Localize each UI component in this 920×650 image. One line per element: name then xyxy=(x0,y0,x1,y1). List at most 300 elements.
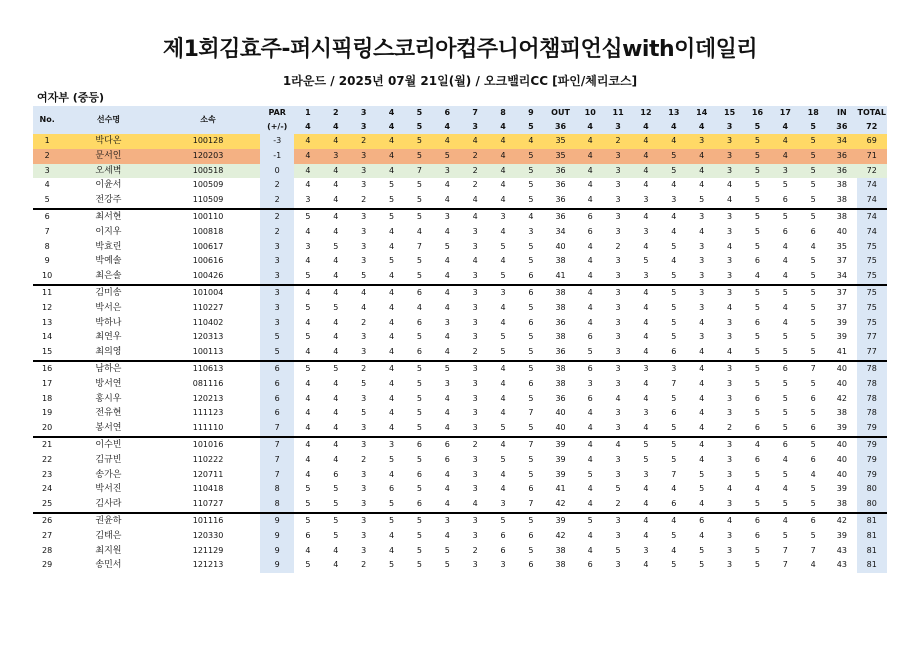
total-cell: 71 xyxy=(857,149,888,164)
score-cell: 5 xyxy=(587,469,593,479)
score-cell: 3 xyxy=(472,484,478,494)
score-cell: 4 xyxy=(305,378,311,388)
score-cell: 4 xyxy=(461,209,489,225)
score-cell: 4 xyxy=(322,437,350,453)
rank-cell: 17 xyxy=(42,378,53,388)
score-cell: 4 xyxy=(500,408,506,418)
score-cell: 5 xyxy=(671,271,677,281)
header-row-top xyxy=(33,106,887,120)
score-cell: 4 xyxy=(388,347,395,357)
col-hole: 1 xyxy=(294,106,322,120)
score-cell: 6 xyxy=(528,530,534,540)
player-row xyxy=(33,285,887,301)
score-cell: 40 xyxy=(827,437,856,453)
affiliation-cell: 110509 xyxy=(192,195,224,205)
score-cell: 6 xyxy=(388,484,395,494)
score-cell: 4 xyxy=(587,195,593,205)
par-cell: 5 xyxy=(260,345,294,361)
score-cell: 4 xyxy=(587,241,593,251)
score-cell: 3 xyxy=(433,209,461,225)
score-cell: 4 xyxy=(587,530,593,540)
score-cell: 4 xyxy=(350,285,378,301)
score-cell: 4 xyxy=(388,530,395,540)
total-cell: 81 xyxy=(857,529,888,544)
score-cell: 4 xyxy=(699,378,705,388)
rank-cell: 6 xyxy=(33,209,61,225)
score-cell: 5 xyxy=(671,454,677,464)
score-cell: 5 xyxy=(528,241,534,251)
score-cell: 6 xyxy=(587,560,593,570)
score-cell: 4 xyxy=(744,437,772,453)
score-cell: 3 xyxy=(472,241,478,251)
score-cell: 3 xyxy=(716,361,744,377)
score-cell: 3 xyxy=(615,226,621,236)
total-cell: 80 xyxy=(857,497,888,513)
score-cell: 4 xyxy=(388,332,395,342)
score-cell: 3 xyxy=(361,180,367,190)
score-cell: 4 xyxy=(727,347,733,357)
score-cell: 4 xyxy=(333,317,339,327)
score-cell: 4 xyxy=(444,469,450,479)
rank-cell: 3 xyxy=(33,164,61,179)
score-cell: 4 xyxy=(500,484,506,494)
score-cell: 4 xyxy=(782,271,788,281)
score-cell: 3 xyxy=(727,332,733,342)
score-cell: 4 xyxy=(444,271,450,281)
score-cell: 5 xyxy=(528,454,534,464)
total-cell: 74 xyxy=(857,225,888,240)
affiliation-cell: 100818 xyxy=(192,226,224,236)
score-cell: 4 xyxy=(294,437,322,453)
score-cell: 5 xyxy=(500,332,506,342)
col-hole-par: 5 xyxy=(744,120,772,134)
score-cell: 4 xyxy=(699,317,705,327)
score-cell: 5 xyxy=(333,499,339,509)
score-cell: 3 xyxy=(615,271,621,281)
score-cell: 3 xyxy=(615,347,621,357)
score-cell: 4 xyxy=(294,134,322,149)
score-cell: 4 xyxy=(587,454,593,464)
player-row xyxy=(33,345,887,361)
score-cell: 6 xyxy=(771,361,799,377)
score-cell: 6 xyxy=(576,209,604,225)
score-cell: 5 xyxy=(500,347,506,357)
score-cell: 6 xyxy=(799,513,827,529)
affiliation-cell: 120313 xyxy=(192,332,224,342)
score-cell: 5 xyxy=(810,180,816,190)
score-cell: 5 xyxy=(405,149,433,164)
score-cell: 38 xyxy=(555,302,566,312)
score-cell: 3 xyxy=(361,545,367,555)
score-cell: 3 xyxy=(727,256,733,266)
score-cell: 3 xyxy=(461,285,489,301)
score-cell: 2 xyxy=(361,560,367,570)
score-cell: 5 xyxy=(361,378,367,388)
total-cell: 75 xyxy=(857,254,888,269)
score-cell: 4 xyxy=(388,408,395,418)
score-cell: 38 xyxy=(836,408,847,418)
score-cell: 6 xyxy=(671,408,677,418)
score-cell: 2 xyxy=(350,361,378,377)
score-cell: 3 xyxy=(727,454,733,464)
score-cell: 3 xyxy=(361,393,367,403)
score-cell: 4 xyxy=(782,302,788,312)
col-hole-par: 4 xyxy=(322,120,350,134)
score-cell: 6 xyxy=(810,454,816,464)
player-name: 남하은 xyxy=(61,361,155,377)
affiliation-cell: 121129 xyxy=(192,545,224,555)
score-cell: 5 xyxy=(416,332,422,342)
score-cell: 5 xyxy=(416,393,422,403)
score-cell: 37 xyxy=(836,302,847,312)
col-par-sub: (+/-) xyxy=(260,120,294,134)
score-cell: 3 xyxy=(433,164,461,179)
player-name: 송민서 xyxy=(95,560,122,571)
score-cell: 6 xyxy=(754,393,761,403)
score-cell: 34 xyxy=(827,134,856,149)
score-cell: 4 xyxy=(643,484,649,494)
score-cell: 4 xyxy=(671,226,677,236)
score-cell: 3 xyxy=(361,423,367,433)
score-cell: 5 xyxy=(643,256,649,266)
score-cell: 4 xyxy=(322,285,350,301)
score-cell: 38 xyxy=(836,195,847,205)
col-hole-par: 4 xyxy=(378,120,406,134)
score-cell: 5 xyxy=(744,361,772,377)
score-cell: 6 xyxy=(810,226,816,236)
score-cell: 5 xyxy=(305,332,311,342)
par-cell: 6 xyxy=(260,361,294,377)
score-cell: 7 xyxy=(405,164,433,179)
score-cell: 4 xyxy=(378,149,406,164)
score-cell: 3 xyxy=(671,195,677,205)
score-cell: 3 xyxy=(727,499,733,509)
score-cell: 5 xyxy=(782,408,788,418)
score-cell: 36 xyxy=(555,393,566,403)
score-cell: 5 xyxy=(500,241,506,251)
affiliation-cell: 100426 xyxy=(192,271,224,281)
score-cell: 4 xyxy=(489,361,517,377)
score-cell: 3 xyxy=(378,437,406,453)
col-hole: 18 xyxy=(799,106,827,120)
score-cell: 5 xyxy=(361,408,367,418)
score-cell: 3 xyxy=(615,256,621,266)
score-cell: 6 xyxy=(500,545,506,555)
score-cell: 4 xyxy=(699,347,705,357)
col-hole: 12 xyxy=(632,106,660,120)
score-cell: 3 xyxy=(444,317,450,327)
score-cell: 4 xyxy=(587,408,593,418)
score-cell: 37 xyxy=(836,256,847,266)
score-cell: 5 xyxy=(744,149,772,164)
score-cell: 3 xyxy=(500,560,506,570)
player-row xyxy=(33,497,887,513)
par-cell: 3 xyxy=(260,269,294,285)
score-cell: 37 xyxy=(827,285,856,301)
rank-cell: 25 xyxy=(42,499,53,509)
score-cell: 5 xyxy=(799,149,827,164)
col-hole: 8 xyxy=(489,106,517,120)
score-cell: 4 xyxy=(472,256,478,266)
score-cell: 40 xyxy=(555,423,566,433)
col-hole: 15 xyxy=(716,106,744,120)
score-cell: 3 xyxy=(643,469,649,479)
score-cell: 4 xyxy=(782,256,788,266)
col-hole: 2 xyxy=(322,106,350,120)
score-cell: 5 xyxy=(416,423,422,433)
score-cell: 3 xyxy=(727,530,733,540)
score-cell: 3 xyxy=(727,408,733,418)
score-cell: 3 xyxy=(643,226,649,236)
score-cell: 40 xyxy=(555,408,566,418)
score-cell: 3 xyxy=(472,271,478,281)
col-name: 선수명 xyxy=(61,106,155,134)
par-cell: 3 xyxy=(260,316,294,331)
player-name: 홍시우 xyxy=(95,393,122,404)
score-cell: 5 xyxy=(294,361,322,377)
affiliation-cell: 120330 xyxy=(192,530,224,540)
score-cell: 3 xyxy=(727,226,733,236)
score-cell: 3 xyxy=(632,361,660,377)
par-cell: 7 xyxy=(260,437,294,453)
score-cell: 7 xyxy=(810,545,816,555)
score-cell: 5 xyxy=(699,469,705,479)
player-row xyxy=(33,178,887,193)
score-cell: 5 xyxy=(782,180,788,190)
score-cell: 38 xyxy=(555,256,566,266)
player-row xyxy=(33,164,887,179)
score-cell: 4 xyxy=(754,271,761,281)
par-cell: -3 xyxy=(260,134,294,149)
score-cell: 4 xyxy=(489,134,517,149)
col-hole: 16 xyxy=(744,106,772,120)
par-cell: 9 xyxy=(260,513,294,529)
score-cell: 4 xyxy=(643,302,649,312)
score-cell: 4 xyxy=(444,408,450,418)
score-cell: 4 xyxy=(671,256,677,266)
par-cell: 2 xyxy=(260,193,294,209)
score-cell: 3 xyxy=(361,347,367,357)
score-cell: 5 xyxy=(782,332,788,342)
score-cell: 4 xyxy=(444,484,450,494)
player-row xyxy=(33,134,887,149)
player-row xyxy=(33,392,887,407)
score-cell: 4 xyxy=(782,454,788,464)
score-cell: 5 xyxy=(528,256,534,266)
score-cell: 3 xyxy=(472,226,478,236)
score-cell: 5 xyxy=(771,285,799,301)
score-cell: 4 xyxy=(500,317,506,327)
player-row xyxy=(33,544,887,559)
total-cell: 81 xyxy=(857,544,888,559)
player-name: 김규빈 xyxy=(95,454,122,465)
score-cell: 3 xyxy=(472,393,478,403)
score-cell: 4 xyxy=(333,378,339,388)
score-cell: 3 xyxy=(350,149,378,164)
par-cell: 8 xyxy=(260,482,294,497)
score-cell: 4 xyxy=(305,393,311,403)
score-cell: 2 xyxy=(472,180,478,190)
rank-cell: 19 xyxy=(42,408,53,418)
player-name: 김미송 xyxy=(61,285,155,301)
par-cell: 0 xyxy=(260,164,294,179)
score-cell: 3 xyxy=(472,530,478,540)
score-cell: 4 xyxy=(782,241,788,251)
score-cell: 3 xyxy=(361,226,367,236)
score-cell: 4 xyxy=(576,164,604,179)
score-cell: 5 xyxy=(489,513,517,529)
score-cell: 4 xyxy=(444,332,450,342)
score-cell: 5 xyxy=(388,560,395,570)
score-cell: 4 xyxy=(632,164,660,179)
score-cell: 38 xyxy=(555,332,566,342)
score-cell: 39 xyxy=(836,423,847,433)
score-cell: 5 xyxy=(810,332,816,342)
score-cell: 4 xyxy=(444,530,450,540)
score-cell: 4 xyxy=(576,437,604,453)
col-hole-par: 3 xyxy=(461,120,489,134)
score-rows xyxy=(33,134,887,573)
score-cell: 5 xyxy=(444,560,450,570)
rank-cell: 12 xyxy=(42,302,53,312)
score-cell: 4 xyxy=(322,134,350,149)
score-cell: 5 xyxy=(810,484,816,494)
score-cell: 3 xyxy=(361,332,367,342)
par-cell: 8 xyxy=(260,497,294,513)
score-cell: 36 xyxy=(555,180,566,190)
score-cell: 6 xyxy=(405,437,433,453)
score-cell: 3 xyxy=(699,256,705,266)
score-cell: 3 xyxy=(688,134,716,149)
score-cell: 42 xyxy=(555,530,566,540)
total-cell: 81 xyxy=(857,558,888,573)
affiliation-cell: 081116 xyxy=(192,378,224,388)
score-cell: 2 xyxy=(461,164,489,179)
affiliation-cell: 100509 xyxy=(192,180,224,190)
score-cell: 2 xyxy=(361,317,367,327)
score-cell: 36 xyxy=(555,347,566,357)
score-cell: 4 xyxy=(500,195,506,205)
score-cell: 3 xyxy=(472,454,478,464)
score-cell: 4 xyxy=(632,513,660,529)
score-cell: 4 xyxy=(305,408,311,418)
score-cell: 42 xyxy=(827,513,856,529)
score-cell: 4 xyxy=(294,149,322,164)
score-cell: 39 xyxy=(545,513,576,529)
score-cell: 4 xyxy=(489,164,517,179)
score-cell: 7 xyxy=(528,408,534,418)
score-cell: 3 xyxy=(472,302,478,312)
total-cell: 79 xyxy=(857,437,888,453)
score-cell: 4 xyxy=(500,226,506,236)
player-row xyxy=(33,316,887,331)
scoreboard-table xyxy=(33,106,887,573)
total-cell: 77 xyxy=(857,330,888,345)
score-cell: 3 xyxy=(643,408,649,418)
score-cell: 5 xyxy=(671,317,677,327)
score-cell: 3 xyxy=(528,226,534,236)
score-cell: 5 xyxy=(754,469,761,479)
score-cell: 5 xyxy=(378,209,406,225)
col-hole: 9 xyxy=(517,106,545,120)
score-cell: 4 xyxy=(643,378,649,388)
score-cell: 5 xyxy=(528,347,534,357)
total-cell: 72 xyxy=(857,164,888,179)
score-cell: 5 xyxy=(810,499,816,509)
affiliation-cell: 110402 xyxy=(192,317,224,327)
round-info: 1라운드 / 2025년 07월 21일(월) / 오크밸리CC [파인/체리코스] xyxy=(282,74,638,88)
score-cell: 3 xyxy=(472,317,478,327)
col-hole-par: 4 xyxy=(489,120,517,134)
score-cell: 36 xyxy=(545,164,576,179)
score-cell: 5 xyxy=(754,545,761,555)
score-cell: 34 xyxy=(555,226,566,236)
score-cell: 5 xyxy=(810,378,816,388)
score-cell: 3 xyxy=(444,378,450,388)
score-cell: 5 xyxy=(388,499,395,509)
score-cell: 6 xyxy=(754,530,761,540)
score-cell: 2 xyxy=(472,347,478,357)
score-cell: 5 xyxy=(416,530,422,540)
score-cell: 4 xyxy=(643,332,649,342)
score-cell: 4 xyxy=(643,560,649,570)
score-cell: 39 xyxy=(545,437,576,453)
score-cell: 5 xyxy=(754,241,761,251)
rank-cell: 23 xyxy=(42,469,53,479)
player-name: 전강주 xyxy=(95,195,122,206)
score-cell: 5 xyxy=(754,226,761,236)
score-cell: 4 xyxy=(671,484,677,494)
score-cell: 4 xyxy=(587,180,593,190)
score-cell: 3 xyxy=(699,332,705,342)
score-cell: 6 xyxy=(528,560,534,570)
score-cell: 3 xyxy=(727,560,733,570)
score-cell: 3 xyxy=(699,302,705,312)
par-cell: 9 xyxy=(260,558,294,573)
score-cell: 6 xyxy=(671,499,677,509)
score-cell: 3 xyxy=(604,164,632,179)
score-cell: 3 xyxy=(461,513,489,529)
score-cell: 4 xyxy=(771,149,799,164)
score-cell: 4 xyxy=(333,347,339,357)
score-cell: 3 xyxy=(615,317,621,327)
col-hole-par: 36 xyxy=(827,120,856,134)
score-cell: 5 xyxy=(671,332,677,342)
affiliation-cell: 100113 xyxy=(192,347,224,357)
score-cell: 5 xyxy=(754,332,761,342)
score-cell: 3 xyxy=(472,378,478,388)
score-cell: 4 xyxy=(433,285,461,301)
score-cell: 4 xyxy=(388,378,395,388)
col-hole-par: 5 xyxy=(799,120,827,134)
score-cell: 6 xyxy=(587,393,593,403)
score-cell: 5 xyxy=(528,469,534,479)
score-cell: 5 xyxy=(333,241,339,251)
score-cell: 36 xyxy=(827,164,856,179)
affiliation-cell: 110418 xyxy=(192,484,224,494)
score-cell: 4 xyxy=(333,408,339,418)
col-hole: 11 xyxy=(604,106,632,120)
score-cell: 4 xyxy=(333,545,339,555)
score-cell: 4 xyxy=(660,134,688,149)
score-cell: 5 xyxy=(671,560,677,570)
score-cell: 7 xyxy=(416,241,422,251)
score-cell: 3 xyxy=(461,361,489,377)
rank-cell: 1 xyxy=(33,134,61,149)
score-cell: 5 xyxy=(744,164,772,179)
score-cell: 4 xyxy=(444,195,450,205)
score-cell: 4 xyxy=(444,393,450,403)
